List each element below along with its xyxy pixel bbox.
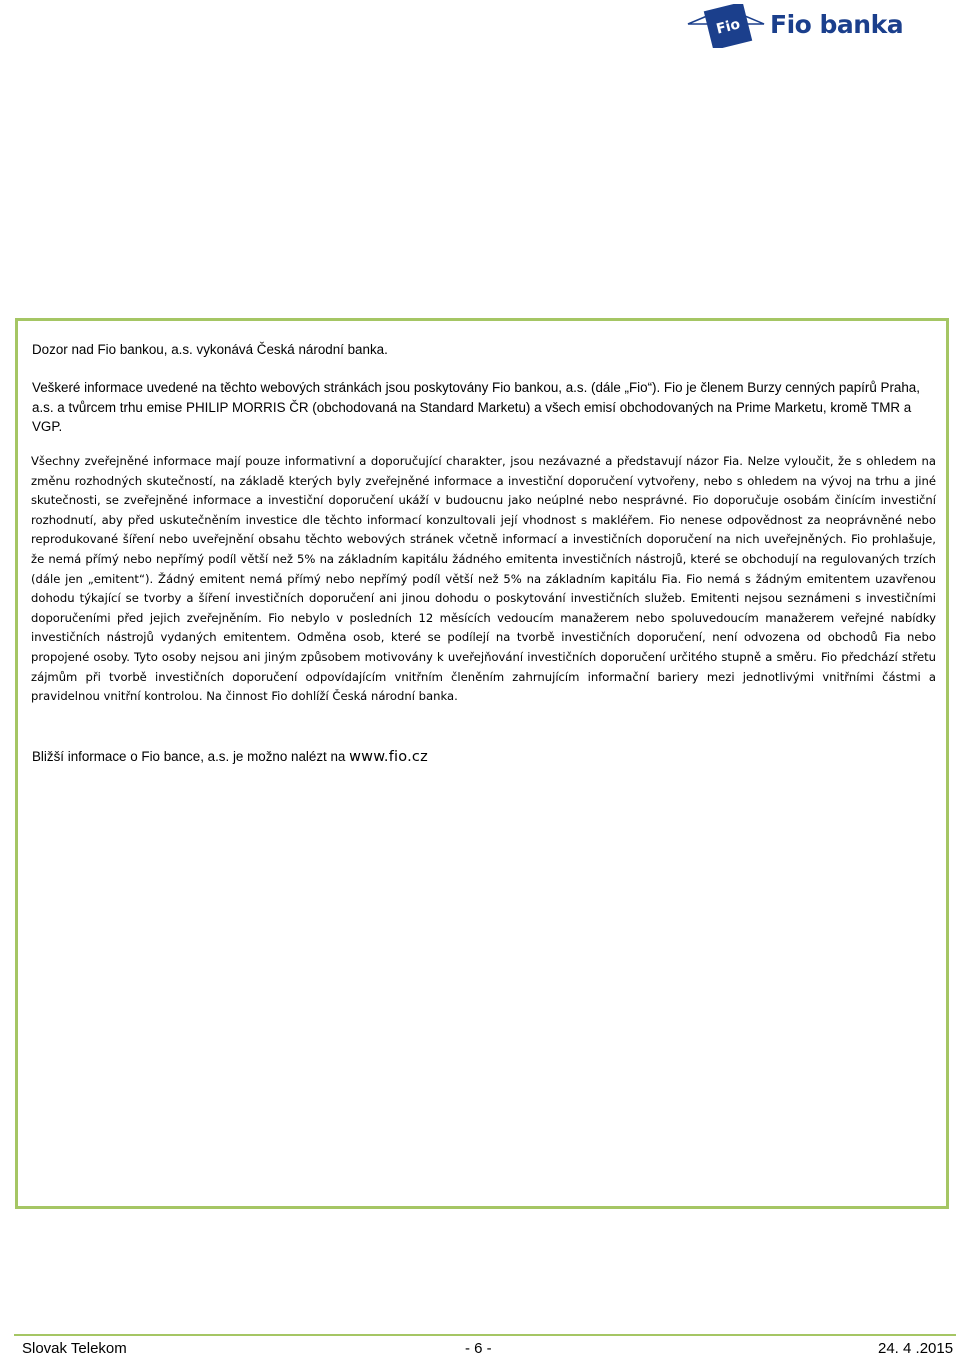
page-number: - 6 - [465,1340,492,1357]
disclaimer-paragraph: Všechny zveřejněné informace mají pouze informativní a doporučující charakter, jsou nezávazné a představují názor Fia. Nelze vyloučit, že s ohledem na změnu rozhodných skutečností, na základě kterých byly zveřejněné informace a investiční doporučení vytvořeny, nebo s ohledem na vývoj na trhu a jiné skutečnosti, se zveřejněné informace a investiční doporučení ukáží v budoucnu jako neúplné nebo nesprávné. Fio doporučuje osobám činícím investiční rozhodnutí, aby před uskutečněním investice dle těchto informací konzultovali její vhodnost s makléřem. Fio nenese odpovědnost za neoprávněné nebo reprodukované šíření nebo uveřejnění obsahu těchto webových stránek včetně informací a investičních doporučení na nich uveřejněných. Fio prohlašuje, že nemá přímý nebo nepřímý podíl větší než 5% na základním kapitálu žádného emitenta investičních nástrojů, které se obchodují na regulovaných trzích (dále jen „emitent“). Žádný emitent nemá přímý nebo nepřímý podíl větší než 5% na základním kapitálu Fia. Fio nemá s žádným emitentem uzavřenou dohodu týkající se tvorby a šíření investičních doporučení ani jinou dohodu o poskytování investičních služeb. Emitenti nejsou seznámeni s investičními doporučeními před jejich zveřejněním. Fio nebylo v posledních 12 měsících vedoucím manažerem nebo spoluvedoucím manažerem veřejné nabídky investičních nástrojů vydaných emitentem. Odměna osob, které se podílejí na tvorbě investičních doporučení, není odvozena od obchodů Fia nebo propojené osoby. Tyto osoby nejsou ani jiným způsobem motivovány k uveřejňování investičních doporučení určitého stupně a směru. Fio předchází střetu zájmům při tvorbě investičních doporučení odpovídajícím vnitřním členěním zahrnujícím informační bariery mezi jednotlivými vnitřními částmi a pravidelnou vnitřní kontrolou. Na činnost Fio dohlíží Česká národní banka. [31,454,936,704]
fio-banka-logo [686,4,904,48]
footer-company: Slovak Telekom [22,1340,127,1357]
fio-emblem-icon [686,4,766,48]
more-info-text: Bližší informace o Fio bance, a.s. je možno nalézt na [32,749,350,764]
footer-date: 24. 4 .2015 [878,1340,954,1357]
supervision-note: Dozor nad Fio bankou, a.s. vykonává Česká národní banka. [32,342,388,357]
more-info-paragraph [32,747,936,768]
information-source-paragraph: Veškeré informace uvedené na těchto webových stránkách jsou poskytovány Fio bankou, a.s. (dále „Fio“). Fio je členem Burzy cenných papírů Praha, a.s. a tvůrcem trhu emise PHILIP MORRIS ČR (obchodovaná na Standard Marketu) a všech emisí obchodovaných na Prime Marketu, kromě TMR a VGP. [32,380,920,434]
fio-website-link[interactable]: www.fio.cz [349,749,428,765]
footer-divider [14,1334,956,1336]
emblem-text: Fio [714,16,742,38]
logo-text: Fio banka [770,10,904,39]
